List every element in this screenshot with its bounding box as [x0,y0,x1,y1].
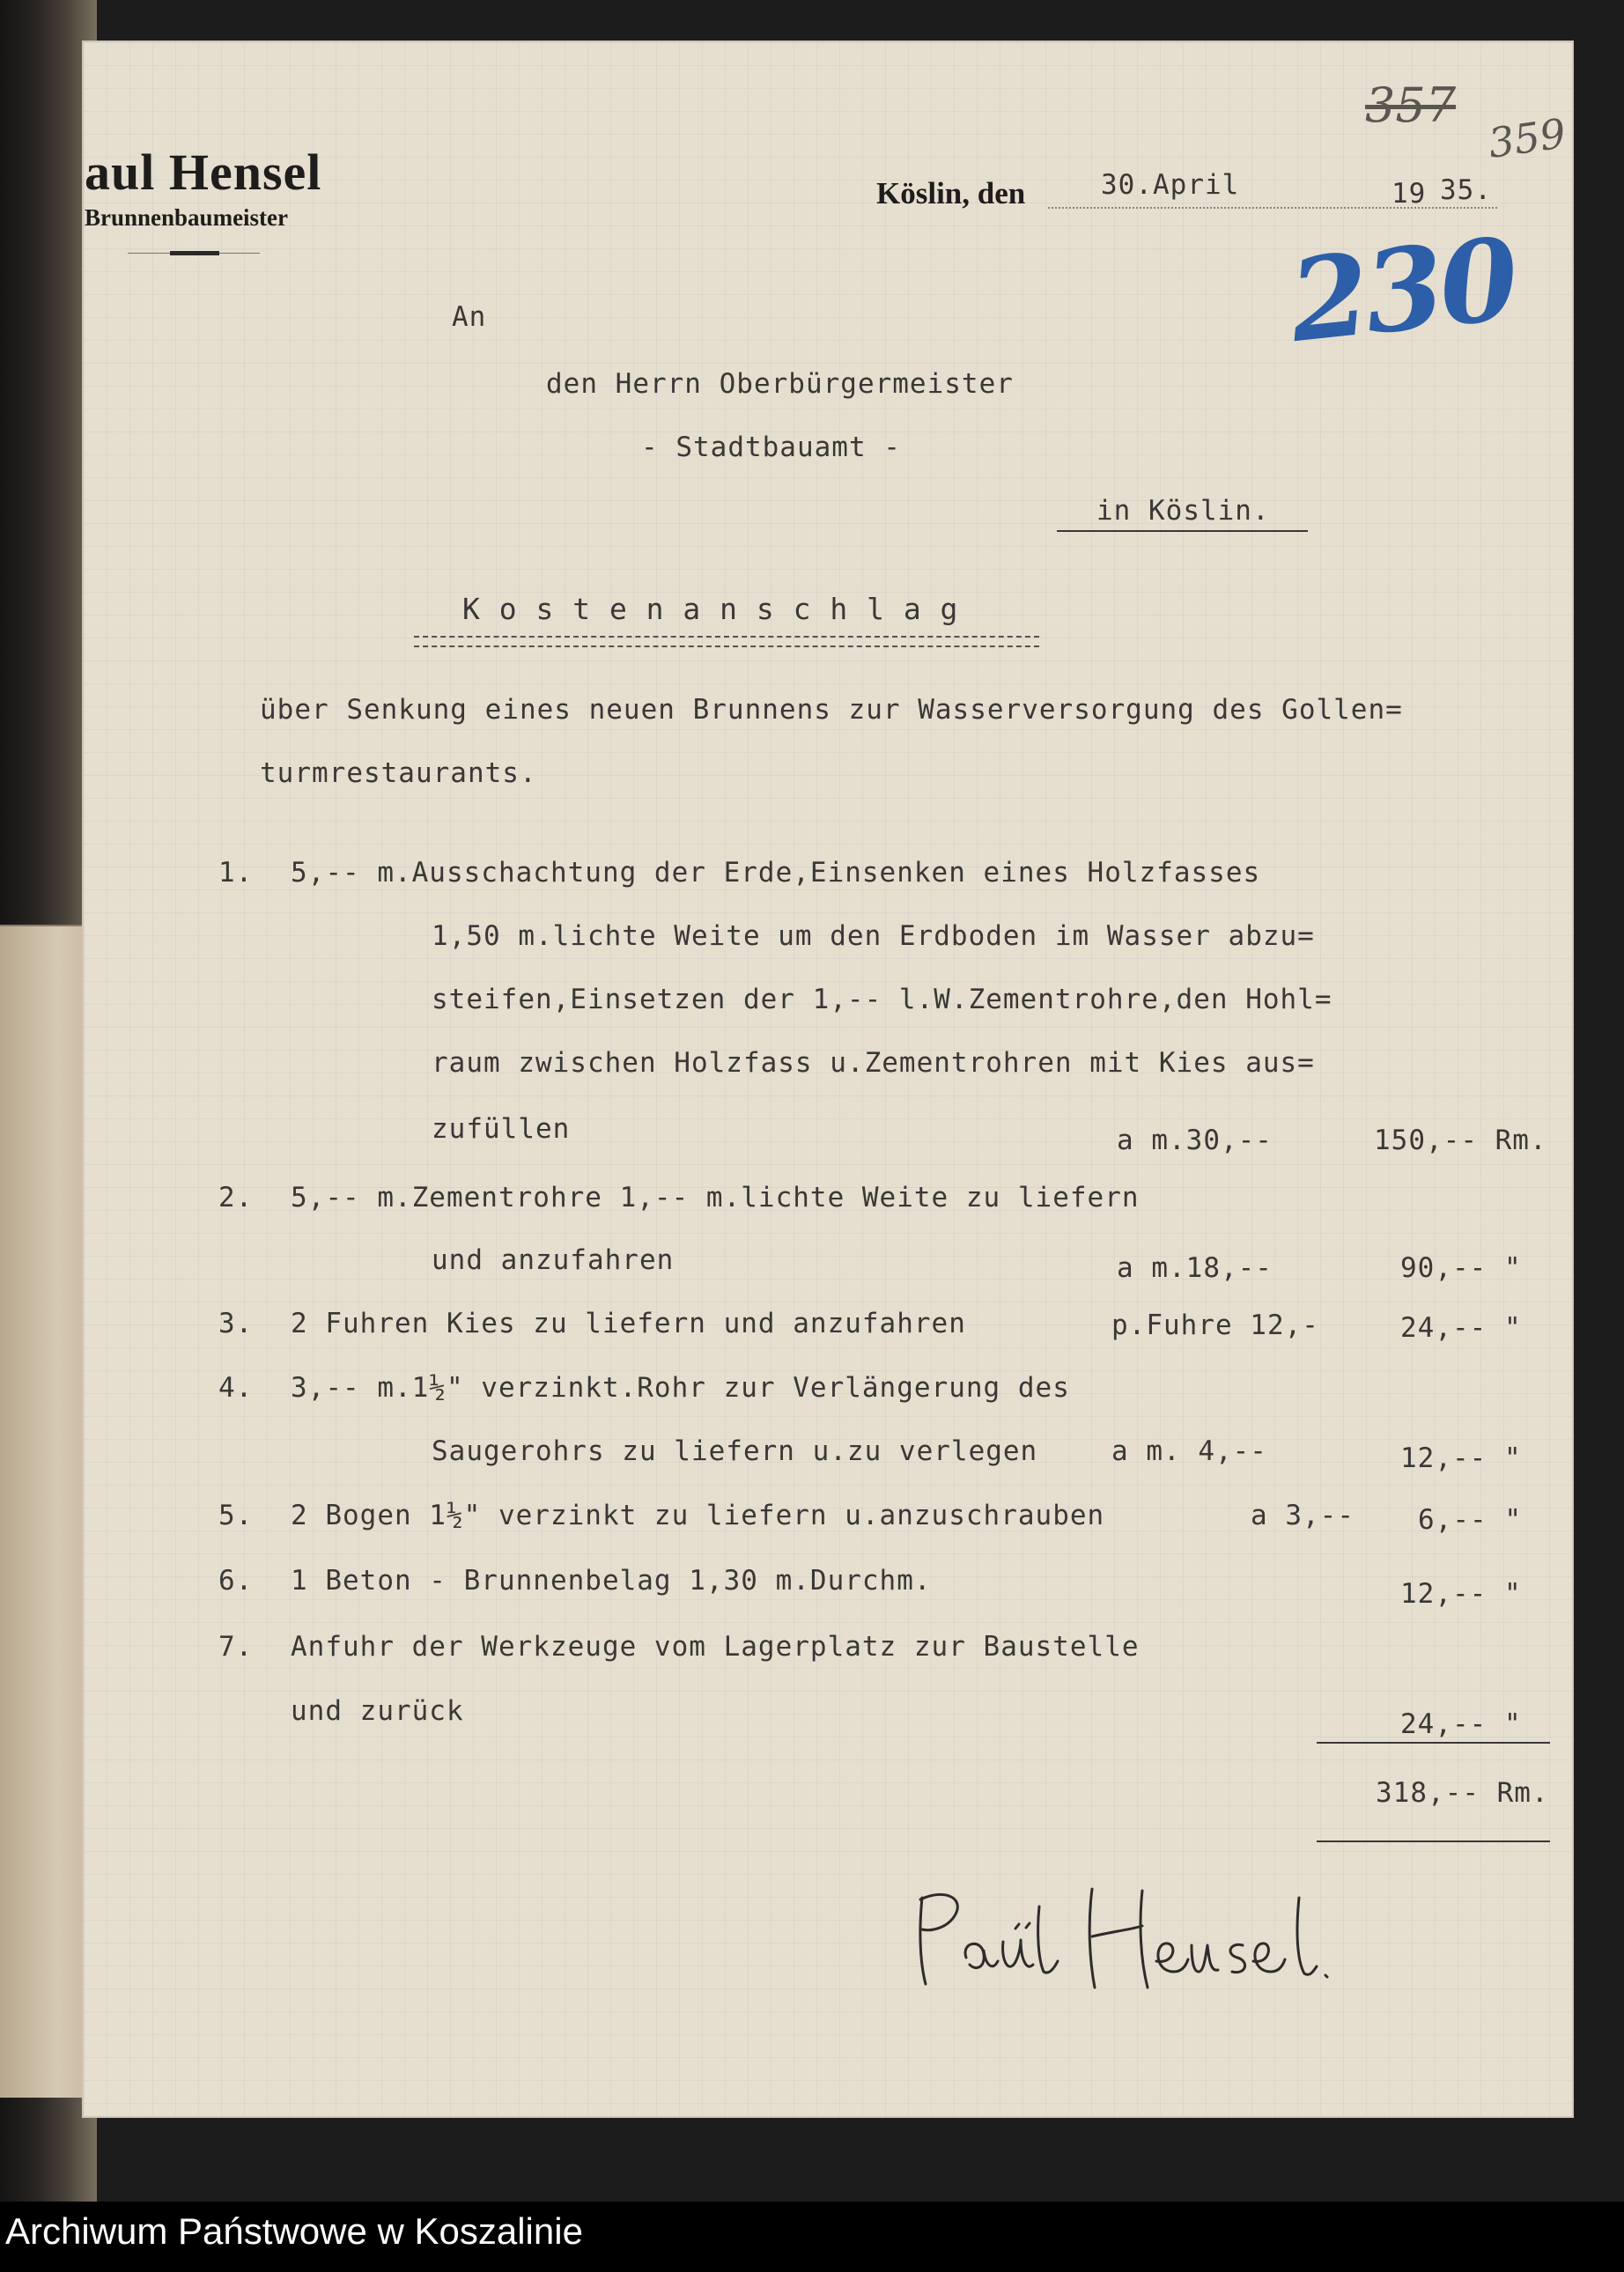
letterhead-rule [128,253,260,254]
heading: K o s t e n a n s c h l a g [462,592,959,626]
letterhead-title: Brunnenbaumeister [85,204,289,231]
item-text-line: Anfuhr der Werkzeuge vom Lagerplatz zur Baustelle [291,1631,1140,1663]
item-text-line: 1 Beton - Brunnenbelag 1,30 m.Durchm. [291,1565,932,1597]
binding-strip [0,925,97,2098]
item-text-line: 3,-- m.1½" verzinkt.Rohr zur Verlängerung des [291,1372,1070,1404]
item-number: 1. [218,857,254,889]
date-dotted-line [1048,207,1497,209]
archive-footer-bar [0,2202,1624,2272]
document-number: 230 [1283,213,1522,368]
item-number: 4. [218,1372,254,1404]
heading-double-rule [414,636,1039,647]
item-text-line: und zurück [291,1695,464,1727]
item-text-line: raum zwischen Holzfass u.Zementrohren mit Kies aus= [432,1047,1315,1079]
item-amount: 24,-- " [1400,1708,1522,1740]
intro-line-2: turmrestaurants. [260,757,537,789]
date-day-month: 30.April [1101,169,1240,201]
item-amount: 12,-- " [1400,1578,1522,1610]
item-text-line: und anzufahren [432,1244,675,1276]
item-text-line: steifen,Einsetzen der 1,-- l.W.Zementrohre,den Hohl= [432,984,1332,1015]
item-text-line: zufüllen [432,1113,571,1145]
item-text-line: 2 Bogen 1½" verzinkt zu liefern u.anzuschrauben [291,1500,1105,1531]
total-rule [1317,1840,1550,1842]
archive-footer-text: Archiwum Państwowe w Koszalinie [5,2210,583,2252]
item-rate: p.Fuhre 12,- [1111,1309,1319,1341]
item-number: 5. [218,1500,254,1531]
letterhead-name: aul Hensel [85,144,322,201]
sum-rule [1317,1742,1550,1744]
recipient-line2: - Stadtbauamt - [641,432,901,463]
item-text-line: 2 Fuhren Kies zu liefern und anzufahren [291,1308,966,1339]
item-text-line: 5,-- m.Zementrohre 1,-- m.lichte Weite zu liefern [291,1182,1140,1213]
item-amount: 24,-- " [1400,1312,1522,1344]
handwritten-signature [912,1880,1334,1995]
item-number: 2. [218,1182,254,1213]
date-year-suffix: 35. [1440,174,1492,206]
recipient-underline [1057,530,1308,532]
recipient-line1: den Herrn Oberbürgermeister [546,368,1014,400]
item-number: 6. [218,1565,254,1597]
item-amount: 90,-- " [1400,1252,1522,1284]
total-amount: 318,-- Rm. [1376,1777,1549,1809]
item-amount: 150,-- Rm. [1374,1125,1547,1156]
recipient-line3: in Köslin. [1096,495,1270,527]
date-year-prefix: 19 [1391,178,1427,210]
item-amount: 6,-- " [1418,1504,1522,1536]
item-text-line: 5,-- m.Ausschachtung der Erde,Einsenken eines Holzfasses [291,857,1261,889]
item-number: 3. [218,1308,254,1339]
item-text-line: 1,50 m.lichte Weite um den Erdboden im Wasser abzu= [432,920,1315,952]
struck-number: 357 [1365,77,1457,133]
date-place: Köslin, den [876,176,1026,210]
item-text-line: Saugerohrs zu liefern u.zu verlegen [432,1435,1038,1467]
item-number: 7. [218,1631,254,1663]
folio-number: 359 [1485,109,1569,167]
item-rate: a m.30,-- [1117,1125,1273,1156]
intro-line-1: über Senkung eines neuen Brunnens zur Wasserversorgung des Gollen= [260,694,1403,726]
item-amount: 12,-- " [1400,1442,1522,1474]
item-rate: a m. 4,-- [1111,1435,1267,1467]
item-rate: a m.18,-- [1117,1252,1273,1284]
item-rate: a 3,-- [1251,1500,1355,1531]
recipient-to: An [452,301,487,333]
